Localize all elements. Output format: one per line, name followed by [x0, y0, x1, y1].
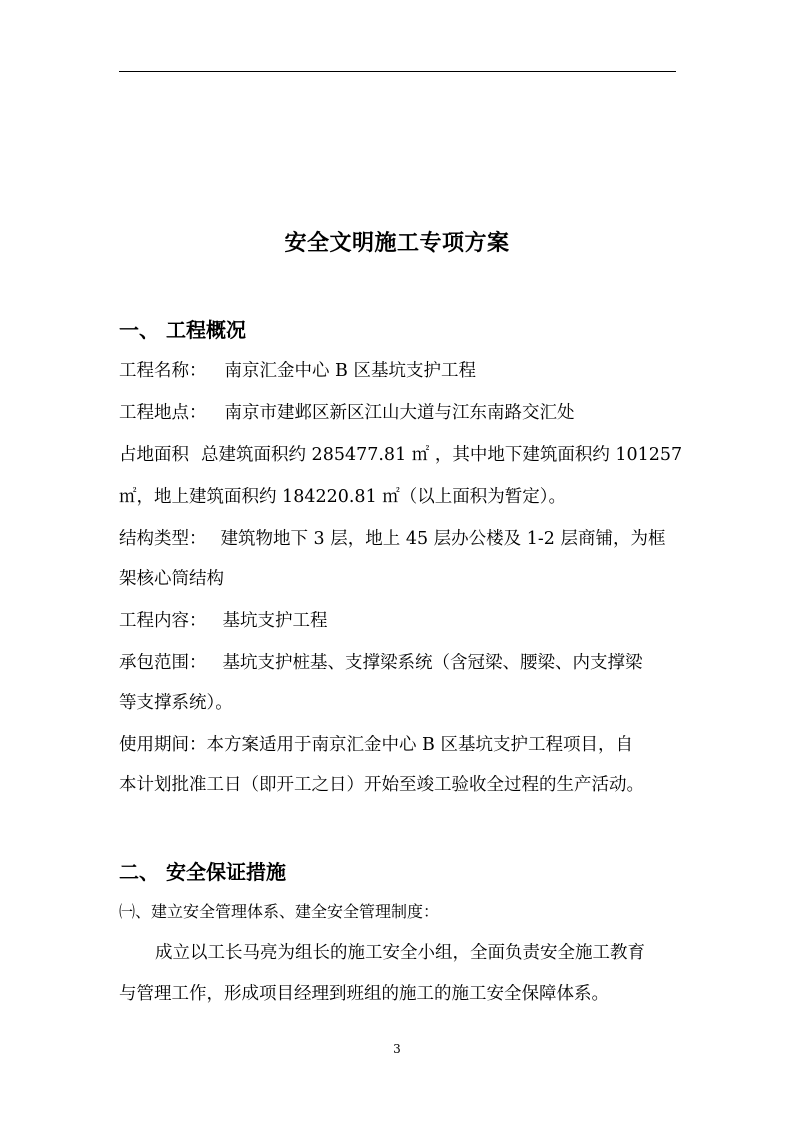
section-heading-overview: 一、 工程概况	[119, 318, 246, 342]
scope-line-1	[119, 649, 643, 674]
project-name-value: 南京汇金中心 B 区基坑支护工程	[224, 361, 476, 381]
location-label: 工程地点：	[119, 403, 207, 423]
content-label: 工程内容：	[119, 611, 207, 631]
safety-para-line-1: 成立以工长马亮为组长的施工安全小组，全面负责安全施工教育	[155, 943, 645, 963]
project-name-label: 工程名称：	[119, 361, 207, 381]
location-line	[119, 399, 575, 424]
structure-text-1: 建筑物地下 3 层，地上 45 层办公楼及 1-2 层商铺，为框	[220, 529, 666, 549]
scope-line-2: 等支撑系统）。	[119, 693, 233, 713]
structure-line-1	[119, 525, 665, 550]
project-name-line	[119, 357, 476, 382]
location-value: 南京市建邺区新区江山大道与江东南路交汇处	[224, 403, 575, 423]
structure-label: 结构类型：	[119, 529, 207, 549]
structure-line-2: 架核心筒结构	[119, 569, 224, 589]
page-number: 3	[393, 1042, 401, 1056]
area-label: 占地面积	[119, 445, 189, 465]
content-line	[119, 607, 328, 632]
section-heading-safety: 二、 安全保证措施	[119, 860, 286, 884]
scope-text-1: 基坑支护桩基、支撑梁系统（含冠梁、腰梁、内支撑梁	[222, 653, 643, 673]
safety-subheading: ㈠、建立安全管理体系、建全安全管理制度：	[119, 902, 440, 921]
safety-para-line-2: 与管理工作，形成项目经理到班组的施工的施工安全保障体系。	[119, 984, 609, 1004]
document-title: 安全文明施工专项方案	[284, 230, 510, 256]
period-line-2: 本计划批准工日（即开工之日）开始至竣工验收全过程的生产活动。	[119, 775, 644, 795]
scope-label: 承包范围：	[119, 653, 207, 673]
content-value: 基坑支护工程	[222, 611, 328, 631]
period-line-1: 使用期间：本方案适用于南京汇金中心 B 区基坑支护工程项目，自	[119, 735, 633, 755]
area-line-2: ㎡，地上建筑面积约 184220.81 ㎡（以上面积为暂定）。	[119, 487, 567, 507]
area-line-1	[119, 441, 682, 466]
area-text-1: 总建筑面积约 285477.81 ㎡ ，其中地下建筑面积约 101257	[201, 445, 683, 465]
header-rule	[119, 71, 676, 72]
